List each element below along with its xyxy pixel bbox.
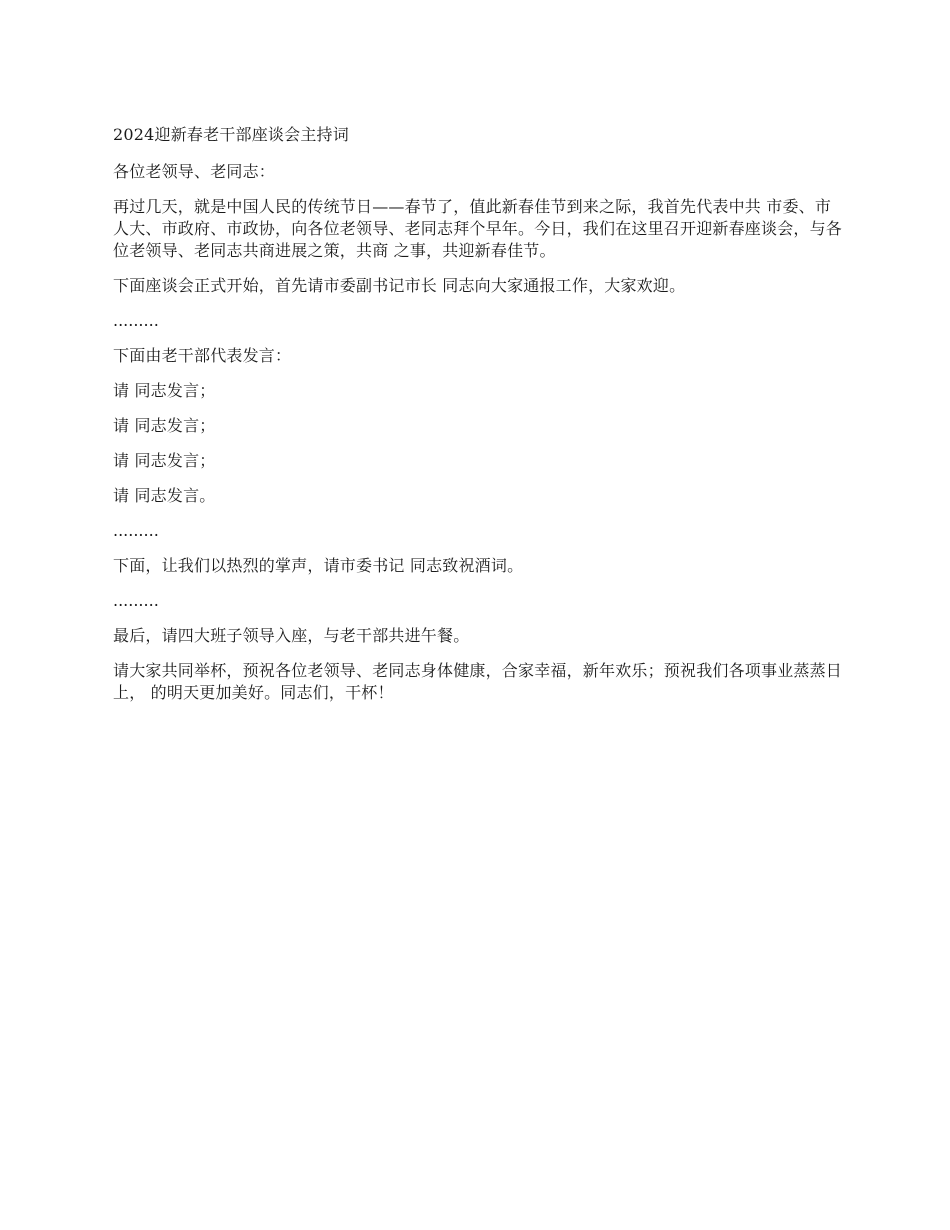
speaker-line: 请 同志发言；	[113, 381, 216, 400]
speakers-intro: 下面由老干部代表发言：	[113, 346, 292, 365]
lunch-paragraph: 最后，请四大班子领导入座，与老干部共进午餐。	[113, 626, 470, 645]
ellipsis-separator: .........	[113, 521, 159, 540]
opening-paragraph: 再过几天，就是中国人民的传统节日——春节了，值此新春佳节到来之际，我首先代表中共 市委、市人大、市政府、市政协，向各位老领导、老同志拜个早年。今日，我们在这里召开迎新春座谈会，与各位老领导、老同志共商进展之策，共商 之事，共迎新春佳节。	[113, 197, 843, 260]
speaker-line: 请 同志发言；	[113, 451, 216, 470]
speaker-line: 请 同志发言。	[113, 486, 216, 505]
closing-paragraph: 请大家共同举杯，预祝各位老领导、老同志身体健康，合家幸福，新年欢乐；预祝我们各项事业蒸蒸日上， 的明天更加美好。同志们，干杯！	[113, 661, 843, 702]
ellipsis-separator: .........	[113, 591, 159, 610]
speaker-line: 请 同志发言；	[113, 416, 216, 435]
toast-intro: 下面，让我们以热烈的掌声，请市委书记 同志致祝酒词。	[113, 556, 524, 575]
document-body	[113, 124, 843, 717]
document-title: 2024迎新春老干部座谈会主持词	[113, 125, 349, 144]
salutation: 各位老领导、老同志：	[113, 162, 276, 181]
ellipsis-separator: .........	[113, 311, 159, 330]
report-paragraph: 下面座谈会正式开始，首先请市委副书记市长 同志向大家通报工作，大家欢迎。	[113, 276, 686, 295]
